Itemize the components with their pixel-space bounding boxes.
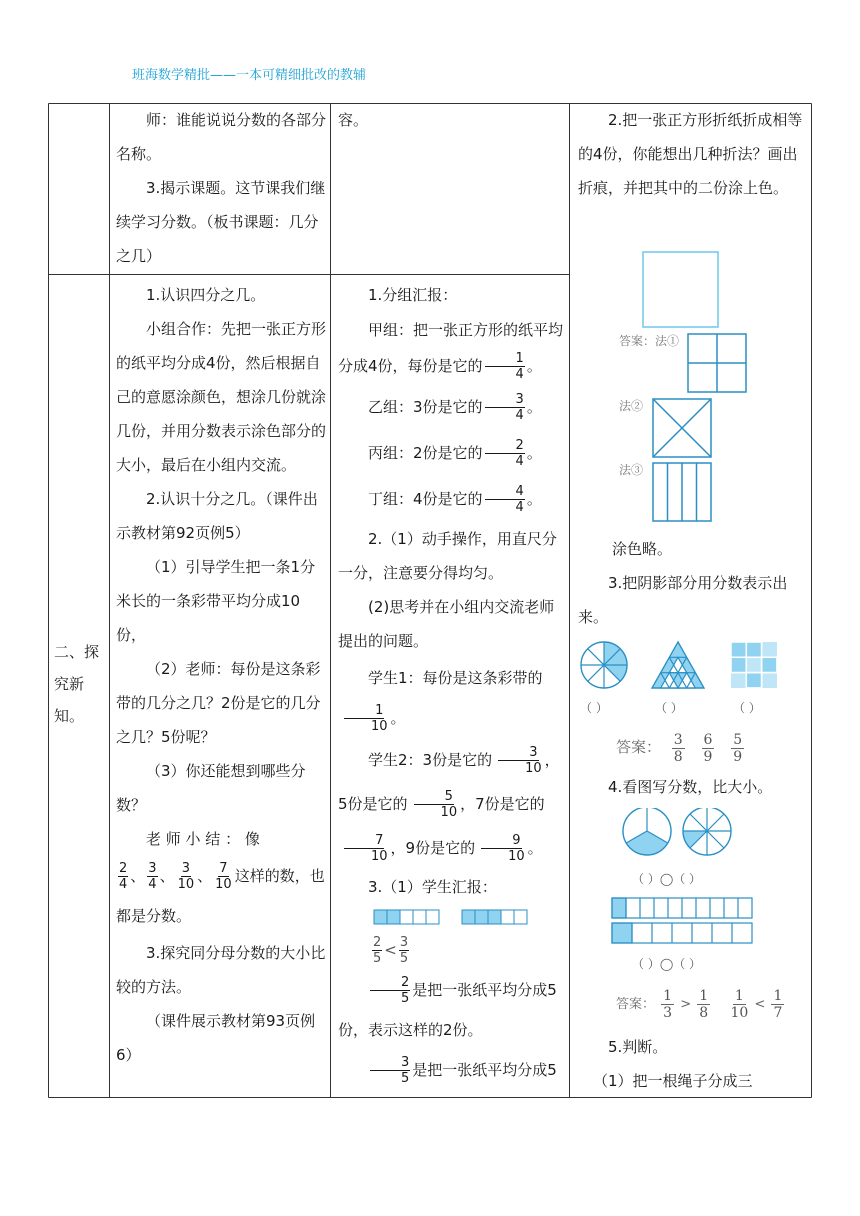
strip-figures (338, 904, 564, 930)
exercise-2: 2.把一张正方形折纸折成相等的4份，你能想出几种折法？画出折痕，并把其中的二份涂上色。 (578, 111, 803, 197)
circle-thirds (623, 808, 671, 855)
teacher-9: （课件展示教材第93页例6） (116, 1012, 316, 1064)
strip-compare: $\frac{2}{5}$ < $\frac{3}{5}$ (373, 935, 409, 966)
section-label: 二、探究新知。 (54, 643, 100, 725)
blank-3: （ ） (733, 701, 761, 715)
row1-teacher-a: 师：谁能说说分数的各部分名称。 (116, 111, 327, 163)
strip-two-fifths (374, 910, 439, 924)
exercise-4: 4.看图写分数，比大小。 (608, 778, 773, 796)
exercise3-answer: 答案： $\frac{3}{8}$ $\frac{6}{9}$ $\frac{5}{9}$ (616, 731, 743, 765)
row1-student: 容。 (338, 111, 369, 129)
bar-sevenths (612, 923, 752, 943)
blank-square (643, 252, 718, 327)
exercise-column (578, 103, 806, 205)
student-5: 丁组：4份是它的 $\frac{4}{4}$ 。 (368, 484, 542, 515)
student-3: 乙组：3份是它的 $\frac{3}{4}$ 。 (368, 392, 542, 423)
student-9: 学生2：3份是它的 $\frac{3}{10}$ ，5份是它的 $\frac{5}{10}$ ，7份是它的 $\frac{7}{10}$ ，9份是它的 $\frac{9}{10}$ 。 (338, 745, 560, 864)
student-6: 2.（1）动手操作，用直尺分一分，注意要分得均匀。 (338, 530, 557, 582)
teacher-7a: 老 师 小 结 ： 像 (146, 830, 260, 848)
teacher-6: （3）你还能想到哪些分数？ (116, 762, 306, 814)
teacher-column (116, 278, 326, 1072)
teacher-4: （1）引导学生把一条1分米长的一条彩带平均分成10份， (116, 558, 316, 644)
method3-square (653, 463, 711, 521)
blank-2: （ ） (655, 701, 683, 715)
method1-square (688, 334, 746, 392)
student-1: 1.分组汇报： (368, 286, 458, 304)
compare-blank-2: （ ）◯（ ） (632, 957, 702, 971)
exercise-5: 5.判断。 （1）把一根绳子分成三 (593, 1038, 753, 1090)
exercise4-answer: 答案： $\frac{1}{3}$ > $\frac{1}{8}$ $\frac{1}{10}$ < $\frac{1}{7}$ (616, 988, 783, 1021)
student-2: 甲组：把一张正方形的纸平均分成4份，每份是它的 $\frac{1}{4}$ 。 (338, 321, 564, 382)
exercise-3: 3.把阴影部分用分数表示出来。 (578, 574, 788, 626)
circle-eighths-2 (683, 808, 731, 855)
method3-label: 法③ (619, 463, 644, 477)
teacher-7b: $\frac{2}{4}$ 、 $\frac{3}{4}$ 、 $\frac{3}{10}$ 、 $\frac{7}{10}$ 这样的数，也都是分数。 (116, 861, 325, 925)
compare-blank-1: （ ）◯（ ） (632, 872, 702, 886)
page-header: 班海数学精批——一本可精细批改的教辅 (132, 68, 367, 83)
teacher-3: 2.认识十分之几。（课件出示教材第92页例5） (116, 490, 318, 542)
teacher-2: 小组合作：先把一张正方形的纸平均分成4份，然后根据自己的意愿涂颜色，想涂几份就涂几份，并用分数表示涂色部分的大小，最后在小组内交流。 (116, 320, 327, 474)
blank-1: （ ） (580, 701, 608, 715)
method2-square (653, 399, 711, 457)
answer-method1-label: 答案：法① (619, 334, 680, 348)
circle-eighths (581, 642, 627, 688)
exercise4-figures (610, 808, 760, 978)
paint-note: 涂色略。 (612, 540, 673, 558)
student-4: 丙组：2份是它的 $\frac{2}{4}$ 。 (368, 438, 542, 469)
student-11: $\frac{2}{5}$ 是把一张纸平均分成5份，表示这样的2份。 (338, 975, 557, 1039)
triangle-ninths (652, 642, 704, 688)
row1-teacher (116, 103, 326, 273)
teacher-5: （2）老师：每份是这条彩带的几分之几？2份是它的几分之几？5份呢？ (116, 660, 321, 746)
bar-tenths (612, 898, 752, 918)
student-7: (2)思考并在小组内交流老师提出的问题。 (338, 598, 555, 650)
strip-three-fifths (462, 910, 527, 924)
grid-ninths (731, 642, 777, 688)
row1-teacher-b: 3.揭示课题。这节课我们继续学习分数。（板书课题：几分之几） (116, 179, 326, 265)
student-12: $\frac{3}{5}$ 是把一张纸平均分成5 (338, 1050, 564, 1090)
teacher-8: 3.探究同分母分数的大小比较的方法。 (116, 944, 326, 996)
teacher-1: 1.认识四分之几。 (146, 286, 266, 304)
student-8: 学生1：每份是这条彩带的 $\frac{1}{10}$ 。 (338, 658, 564, 738)
method2-label: 法② (619, 399, 644, 413)
student-10: 3.（1）学生汇报： (368, 878, 497, 896)
student-column (338, 278, 564, 1090)
